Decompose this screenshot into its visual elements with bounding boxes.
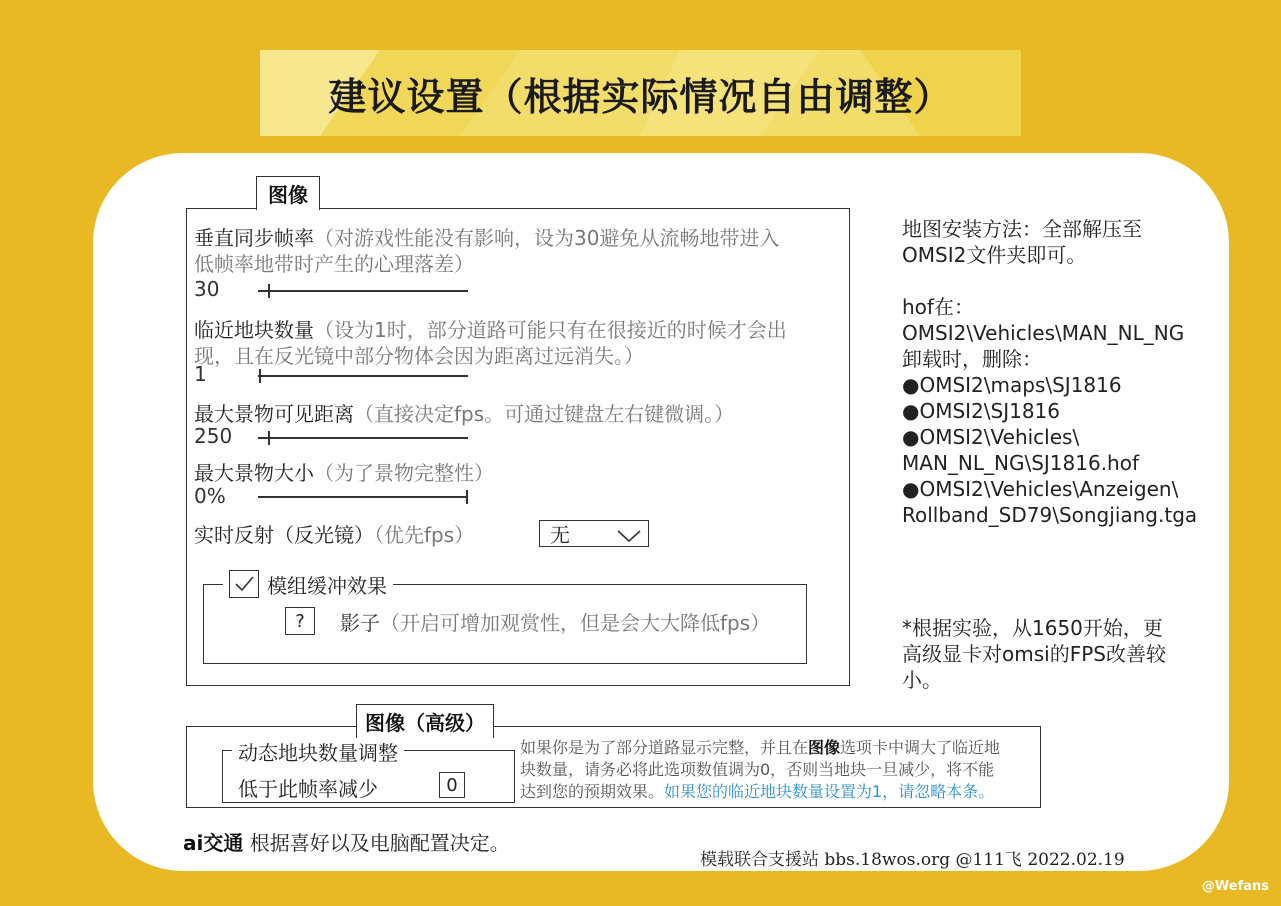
dynamic-tiles-legend: 动态地块数量调整: [232, 738, 404, 764]
vsync-value: 30: [194, 277, 220, 301]
advanced-note-2: 块数量，请务必将此选项数值调为0，否则当地块一旦减少，将不能: [520, 760, 995, 779]
object-size-slider-thumb[interactable]: [466, 490, 468, 504]
ai-traffic-note: [183, 827, 510, 856]
reflection-title: 实时反射（反光镜）: [194, 523, 374, 547]
shadow-checkbox[interactable]: ?: [285, 607, 315, 635]
ai-traffic-rest: 根据喜好以及电脑配置决定。: [243, 831, 510, 855]
tiles-slider[interactable]: [258, 375, 468, 377]
fps-threshold-label: 低于此帧率减少: [238, 777, 378, 801]
tab-graphics-label: 图像: [268, 183, 308, 207]
object-size-title: 最大景物大小: [194, 461, 314, 485]
credit-line: 模载联合支援站 bbs.18wos.org @111飞 2022.02.19: [700, 850, 1125, 870]
tab-advanced[interactable]: [356, 704, 494, 738]
vsync-slider[interactable]: [258, 290, 468, 292]
tab-graphics[interactable]: [256, 176, 320, 210]
uninstall-heading: 卸载时，删除：: [902, 347, 1042, 371]
reflection-selected-value: 无: [550, 523, 570, 547]
buffer-legend[interactable]: [223, 568, 393, 600]
install-info: [902, 216, 1197, 528]
vsync-label: [194, 222, 779, 251]
reflection-select[interactable]: [539, 520, 649, 547]
advanced-note: [520, 737, 1040, 803]
view-distance-note: （直接决定fps。可通过键盘左右键微调。）: [354, 402, 735, 426]
experiment-line-2: 高级显卡对omsi的FPS改善较: [902, 642, 1166, 666]
install-line-2: OMSI2文件夹即可。: [902, 243, 1087, 267]
view-distance-label: [194, 398, 734, 427]
delete-item-3b: MAN_NL_NG\SJ1816.hof: [902, 451, 1140, 475]
tiles-label: [194, 314, 787, 343]
watermark: @Wefans: [1201, 879, 1269, 894]
install-line-1: 地图安装方法：全部解压至: [902, 217, 1142, 241]
experiment-line-3: 小。: [902, 668, 942, 692]
vsync-note-1: （对游戏性能没有影响，设为30避免从流畅地带进入: [314, 226, 780, 250]
advanced-note-3b: 如果您的临近地块数量设置为1，请忽略本条。: [664, 782, 995, 801]
shadow-label: [340, 607, 770, 636]
shadow-title: 影子: [340, 611, 380, 635]
delete-item-4a: ●OMSI2\Vehicles\Anzeigen\: [902, 477, 1179, 501]
buffer-checkbox[interactable]: [229, 570, 259, 598]
page-title: 建议设置（根据实际情况自由调整）: [328, 74, 953, 119]
hof-line-1: hof在：: [902, 295, 974, 319]
hof-line-2: OMSI2\Vehicles\MAN_NL_NG: [902, 321, 1185, 345]
view-distance-value: 250: [194, 424, 233, 448]
reflection-label: [194, 519, 474, 548]
checkmark-icon: [233, 575, 255, 593]
vsync-slider-thumb[interactable]: [268, 284, 270, 298]
advanced-note-1c: 选项卡中调大了临近地: [840, 738, 1001, 757]
shadow-note: （开启可增加观赏性，但是会大大降低fps）: [380, 611, 771, 635]
title-banner: [260, 50, 1021, 136]
buffer-label: 模组缓冲效果: [267, 573, 387, 598]
reflection-note: （优先fps）: [374, 523, 475, 547]
tiles-value: 1: [194, 362, 207, 386]
object-size-value: 0%: [194, 484, 226, 508]
experiment-line-1: *根据实验，从1650开始，更: [902, 616, 1163, 640]
view-distance-title: 最大景物可见距离: [194, 402, 354, 426]
view-distance-slider-thumb[interactable]: [268, 431, 270, 445]
tiles-note-2: 现，且在反光镜中部分物体会因为距离过远消失。）: [194, 344, 644, 368]
object-size-slider[interactable]: [258, 496, 468, 498]
advanced-note-3a: 达到您的预期效果。: [520, 782, 665, 801]
delete-item-3a: ●OMSI2\Vehicles\: [902, 425, 1080, 449]
experiment-note: [902, 615, 1166, 693]
vsync-note-2: 低帧率地带时产生的心理落差）: [194, 252, 474, 276]
delete-item-1: ●OMSI2\maps\SJ1816: [902, 373, 1122, 397]
tiles-slider-thumb[interactable]: [259, 369, 261, 383]
tiles-title: 临近地块数量: [194, 318, 314, 342]
delete-item-4b: Rollband_SD79\Songjiang.tga: [902, 503, 1198, 527]
object-size-label: [194, 457, 494, 486]
chevron-down-icon: [616, 528, 642, 544]
ai-traffic-bold: ai交通: [183, 831, 244, 855]
tab-advanced-label: 图像（高级）: [365, 711, 485, 735]
advanced-note-1a: 如果你是为了部分道路显示完整，并且在: [520, 738, 809, 757]
advanced-note-1b: 图像: [808, 738, 841, 757]
fps-threshold-input[interactable]: 0: [439, 772, 465, 798]
delete-item-2: ●OMSI2\SJ1816: [902, 399, 1060, 423]
vsync-title: 垂直同步帧率: [194, 226, 314, 250]
object-size-note: （为了景物完整性）: [314, 461, 494, 485]
view-distance-slider[interactable]: [258, 437, 468, 439]
tiles-note-1: （设为1时，部分道路可能只有在很接近的时候才会出: [314, 318, 787, 342]
